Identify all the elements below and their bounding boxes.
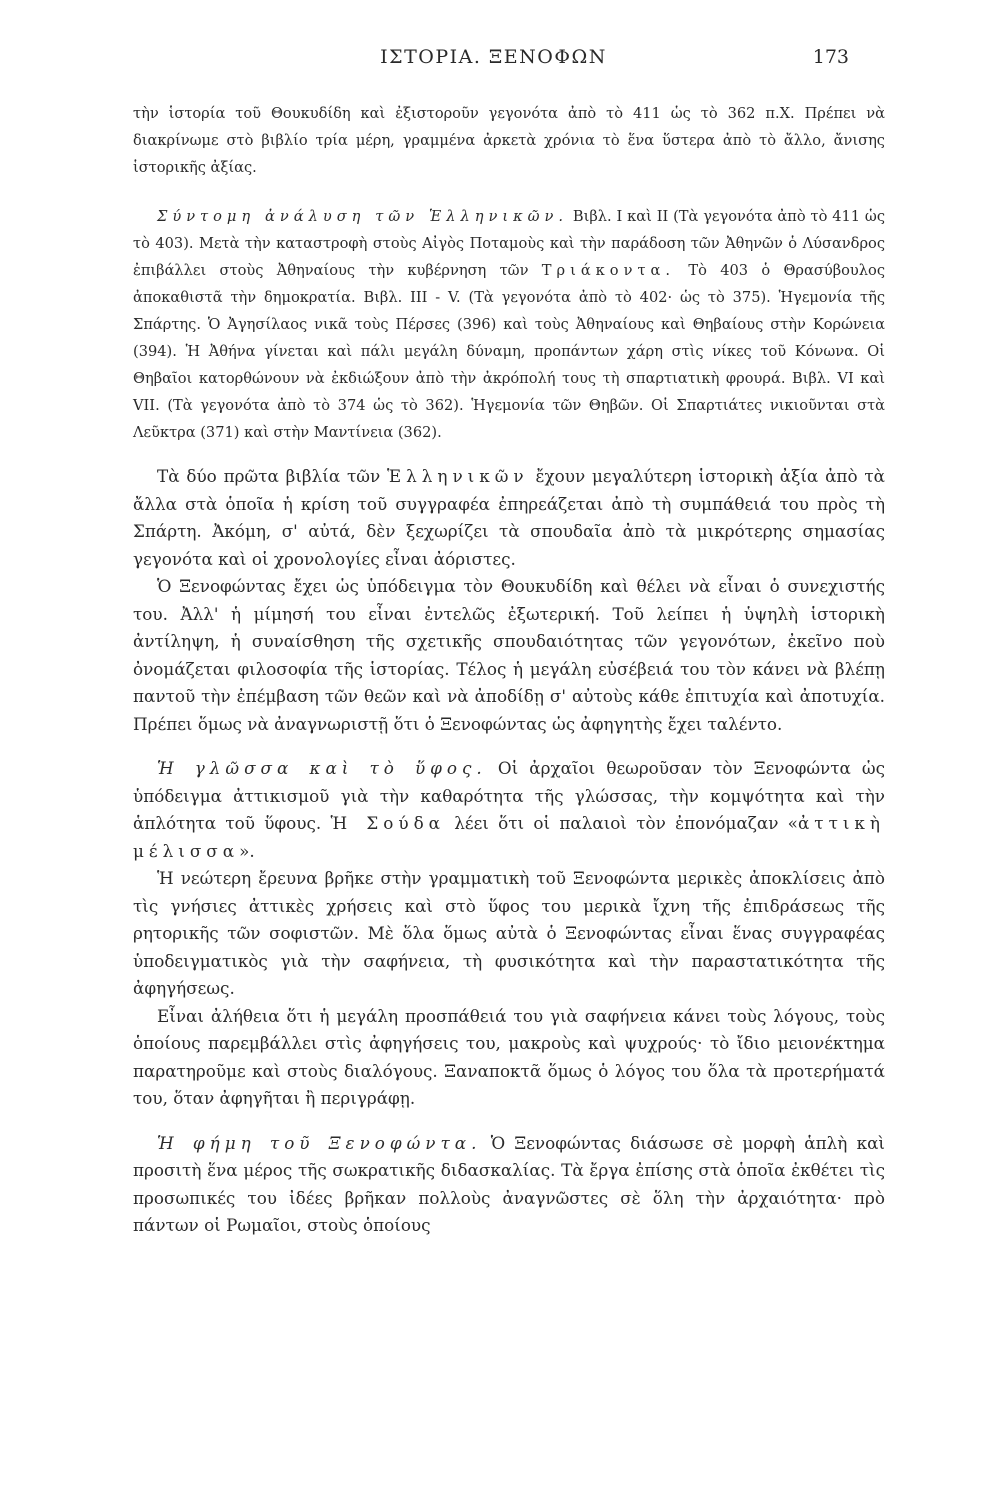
paragraph-6: [133, 1130, 885, 1240]
paragraph-3: [133, 755, 885, 865]
paragraph-4: [133, 865, 885, 1003]
summary-paragraph: [133, 203, 885, 446]
main-text: [133, 463, 885, 1240]
page-header: [0, 44, 987, 74]
p3-b: λέει ὅτι οἱ παλαιοὶ τὸν ἐπονόμαζαν «: [454, 813, 798, 833]
p6-text: Ὁ Ξενοφώντας διάσωσε σὲ μορφὴ ἁπλὴ καὶ προσιτὴ ἕνα μέρος τῆς σωκρατικῆς διδασκαλίας. Τὰ ἔργα ἐπίσης στὰ ὁποῖα ἐκθέτει τὶς προσωπικές του ἰδέες βρῆκαν πολλοὺς ἀναγνῶστες σὲ ὅλη τὴν ἀρχαιότητα· πρὸ πάντων οἱ Ρωμαῖοι, στοὺς ὁποίους: [133, 1132, 885, 1235]
spacer: [133, 446, 885, 463]
p1-b: ἔχουν μεγαλύτερη ἱστορικὴ ἀξία ἀπὸ τὰ ἄλλα στὰ ὁποῖα ἡ κρίση τοῦ συγγραφέα ἐπηρεάζεται ἀπὸ τὴ συμπάθειά του πρὸς τὴ Σπάρτη. Ἀκόμη, σ' αὐτά, δὲν ξεχωρίζει τὰ σπουδαῖα ἀπὸ τὰ μικρότερης σημασίας γεγονότα καὶ οἱ χρονολογίες εἶναι ἀόριστες.: [133, 466, 885, 569]
p3-spaced2: ἀττικὴ μέλισσα: [133, 813, 885, 861]
paragraph-2: [133, 573, 885, 738]
paragraph-1: [133, 463, 885, 573]
p6-heading: Ἡ φήμη τοῦ Ξενοφώντα.: [157, 1132, 482, 1153]
p1-spaced: Ἑλληνικῶν: [387, 466, 529, 486]
summary-heading: Σύντομη ἀνάλυση τῶν Ἑλληνικῶν.: [157, 208, 569, 225]
p4-text: Ἡ νεώτερη ἔρευνα βρῆκε στὴν γραμματικὴ τοῦ Ξενοφώντα μερικὲς ἀποκλίσεις ἀπὸ τὶς γνήσιες ἀττικὲς χρήσεις καὶ στὸ ὕφος του μερικὰ ἴχνη τῆς ἐπιδράσεως τῆς ρητορικῆς τῶν σοφιστῶν. Μὲ ὅλα ὅμως αὐτὰ ὁ Ξενοφώντας εἶναι ἕνας συγγραφέας ὑποδειγματικὸς γιὰ τὴν σαφήνεια, τὴ φυσικότητα καὶ τὴν παραστατικότητα τῆς ἀφηγήσεως.: [133, 868, 885, 998]
p3-c: ».: [239, 840, 255, 861]
p3-a: Οἱ ἀρχαῖοι θεωροῦσαν τὸν Ξενοφώντα ὡς ὑπόδειγμα ἀττικισμοῦ γιὰ τὴν καθαρότητα τῆς γλώσσας, τὴν κομψότητα καὶ τὴν ἁπλότητα τοῦ ὕφους.: [133, 758, 886, 833]
intro-text: τὴν ἱστορία τοῦ Θουκυδίδη καὶ ἐξιστοροῦν γεγονότα ἀπὸ τὸ 411 ὡς τὸ 362 π.Χ. Πρέπει νὰ διακρίνωμε στὸ βιβλίο τρία μέρη, γραμμένα ἀρκετὰ χρόνια τὸ ἕνα ὕστερα ἀπὸ τὸ ἄλλο, ἄνισης ἱστορικῆς ἀξίας.: [133, 105, 885, 176]
page-number: 173: [812, 46, 849, 68]
p3-heading: Ἡ γλῶσσα καὶ τὸ ὕφος.: [157, 758, 487, 778]
summary-part1: Βιβλ. I καὶ II (Τὰ γεγονότα ἀπὸ τὸ 411 ὡς τὸ 403). Μετὰ τὴν καταστροφὴ στοὺς Αἰγὸς Ποταμοὺς καὶ τὴν παράδοση τῶν Ἀθηνῶν ὁ Λύσανδρος ἐπιβάλλει στοὺς Ἀθηναίους τὴν κυβέρνηση τῶν: [133, 208, 885, 279]
summary-spaced: Τριάκοντα.: [541, 262, 676, 279]
intro-paragraph: [133, 100, 885, 181]
p1-a: Τὰ δύο πρῶτα βιβλία τῶν: [157, 466, 381, 486]
summary-part2: Τὸ 403 ὁ Θρασύβουλος ἀποκαθιστᾶ τὴν δημοκρατία. Βιβλ. III - V. (Τὰ γεγονότα ἀπὸ τὸ 402· ὡς τὸ 375). Ἡγεμονία τῆς Σπάρτης. Ὁ Ἀγησίλαος νικᾶ τοὺς Πέρσες (396) καὶ τοὺς Ἀθηναίους καὶ Θηβαίους στὴν Κορώνεια (394). Ἡ Ἀθήνα γίνεται καὶ πάλι μεγάλη δύναμη, προπάντων χάρη στὶς νίκες τοῦ Κόνωνα. Οἱ Θηβαῖοι κατορθώνουν νὰ ἐκδιώξουν ἀπὸ τὴν ἀκρόπολή τους τὴ σπαρτιατικὴ φρουρά. Βιβλ. VI καὶ VII. (Τὰ γεγονότα ἀπὸ τὸ 374 ὡς τὸ 362). Ἡγεμονία τῶν Θηβῶν. Οἱ Σπαρτιάτες νικιοῦνται στὰ Λεῦκτρα (371) καὶ στὴν Μαντίνεια (362).: [133, 262, 886, 441]
page-body: [133, 100, 885, 1240]
paragraph-5: [133, 1003, 885, 1113]
intro-block: [133, 100, 885, 446]
spacer: [133, 1113, 885, 1130]
p5-text: Εἶναι ἀλήθεια ὅτι ἡ μεγάλη προσπάθειά του γιὰ σαφήνεια κάνει τοὺς λόγους, τοὺς ὁποίους παρεμβάλλει στὶς ἀφηγήσεις του, μακροὺς καὶ ψυχρούς· τὸ ἴδιο μειονέκτημα παρατηροῦμε καὶ στοὺς διαλόγους. Ξαναποκτᾶ ὅμως ὁ λόγος του ὅλα τὰ προτερήματά του, ὅταν ἀφηγῆται ἢ περιγράφῃ.: [133, 1005, 885, 1108]
p3-spaced1: Ἡ Σούδα: [330, 813, 445, 833]
spacer: [133, 738, 885, 755]
running-title: ΙΣΤΟΡΙΑ. ΞΕΝΟΦΩΝ: [380, 46, 607, 68]
p2-text: Ὁ Ξενοφώντας ἔχει ὡς ὑπόδειγμα τὸν Θουκυδίδη καὶ θέλει νὰ εἶναι ὁ συνεχιστής του. Ἀλλ' ἡ μίμησή του εἶναι ἐντελῶς ἐξωτερική. Τοῦ λείπει ἡ ὑψηλὴ ἱστορικὴ ἀντίληψη, ἡ συναίσθηση τῆς σχετικῆς σπουδαιότητας τῶν γεγονότων, ἐκεῖνο ποὺ ὀνομάζεται φιλοσοφία τῆς ἱστορίας. Τέλος ἡ μεγάλη εὐσέβειά του τὸν κάνει νὰ βλέπῃ παντοῦ τὴν ἐπέμβαση τῶν θεῶν καὶ νὰ ἀποδίδῃ σ' αὐτοὺς κάθε ἐπιτυχία καὶ ἀποτυχία. Πρέπει ὅμως νὰ ἀναγνωριστῇ ὅτι ὁ Ξενοφώντας ὡς ἀφηγητὴς ἔχει ταλέντο.: [133, 576, 885, 734]
